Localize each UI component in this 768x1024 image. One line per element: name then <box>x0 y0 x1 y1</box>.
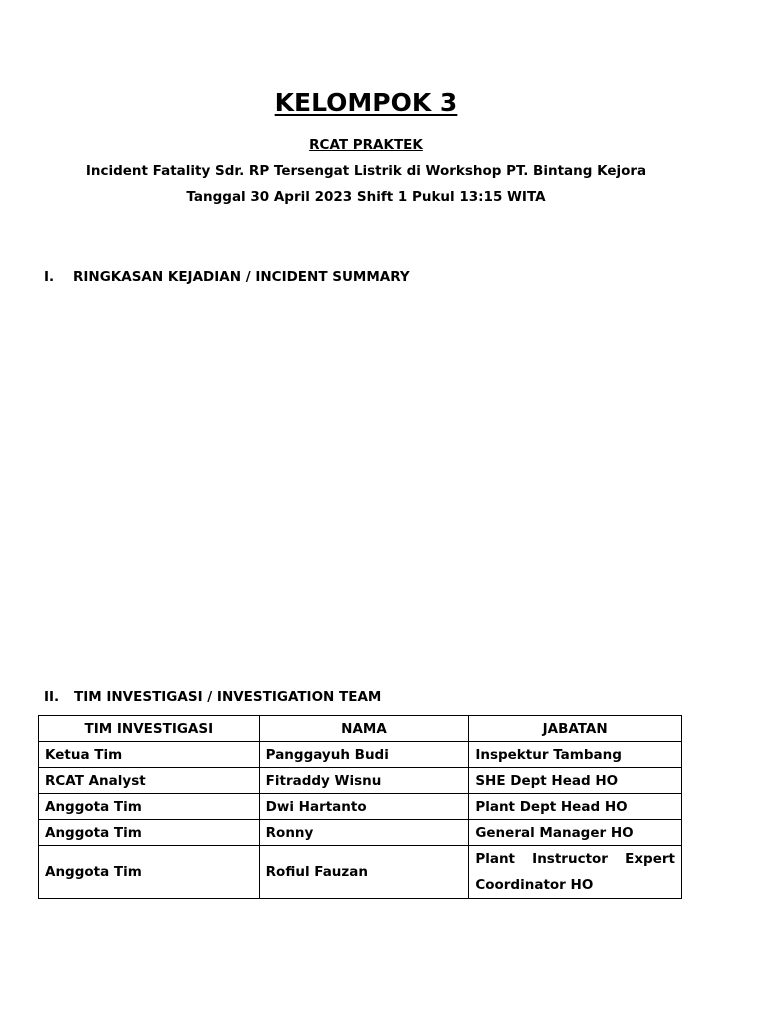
table-cell-name: Panggayuh Budi <box>259 742 469 768</box>
section-title: RINGKASAN KEJADIAN / INCIDENT SUMMARY <box>73 269 410 285</box>
column-header-name: NAMA <box>259 716 469 742</box>
section-investigation-team <box>44 689 381 705</box>
document-title: KELOMPOK 3 <box>274 88 458 117</box>
table-cell-role: Anggota Tim <box>39 846 260 899</box>
table-cell-position: Plant Dept Head HO <box>469 794 682 820</box>
table-cell-name: Ronny <box>259 820 469 846</box>
table-row <box>39 846 682 899</box>
table-cell-name: Rofiul Fauzan <box>259 846 469 899</box>
incident-date: Tanggal 30 April 2023 Shift 1 Pukul 13:15 WITA <box>186 189 546 205</box>
table-row <box>39 768 682 794</box>
table-row <box>39 742 682 768</box>
table-header-row <box>39 716 682 742</box>
table-row <box>39 820 682 846</box>
table-cell-position: Inspektur Tambang <box>469 742 682 768</box>
section-number: II. <box>44 689 60 705</box>
table-cell-position: General Manager HO <box>469 820 682 846</box>
table-cell-role: Anggota Tim <box>39 794 260 820</box>
table-cell-name: Fitraddy Wisnu <box>259 768 469 794</box>
section-title: TIM INVESTIGASI / INVESTIGATION TEAM <box>74 689 382 705</box>
section-number: I. <box>44 269 55 285</box>
document-subtitle: RCAT PRAKTEK <box>309 137 423 153</box>
investigation-team-table <box>38 715 682 899</box>
table-cell-role: Ketua Tim <box>39 742 260 768</box>
table-cell-position: SHE Dept Head HO <box>469 768 682 794</box>
column-header-role: TIM INVESTIGASI <box>39 716 260 742</box>
table-cell-position: Plant Instructor Expert Coordinator HO <box>469 846 682 899</box>
table-cell-role: Anggota Tim <box>39 820 260 846</box>
table-cell-name: Dwi Hartanto <box>259 794 469 820</box>
column-header-position: JABATAN <box>469 716 682 742</box>
incident-description: Incident Fatality Sdr. RP Tersengat Listrik di Workshop PT. Bintang Kejora <box>85 163 647 179</box>
section-incident-summary <box>44 269 410 285</box>
table-cell-role: RCAT Analyst <box>39 768 260 794</box>
table-row <box>39 794 682 820</box>
